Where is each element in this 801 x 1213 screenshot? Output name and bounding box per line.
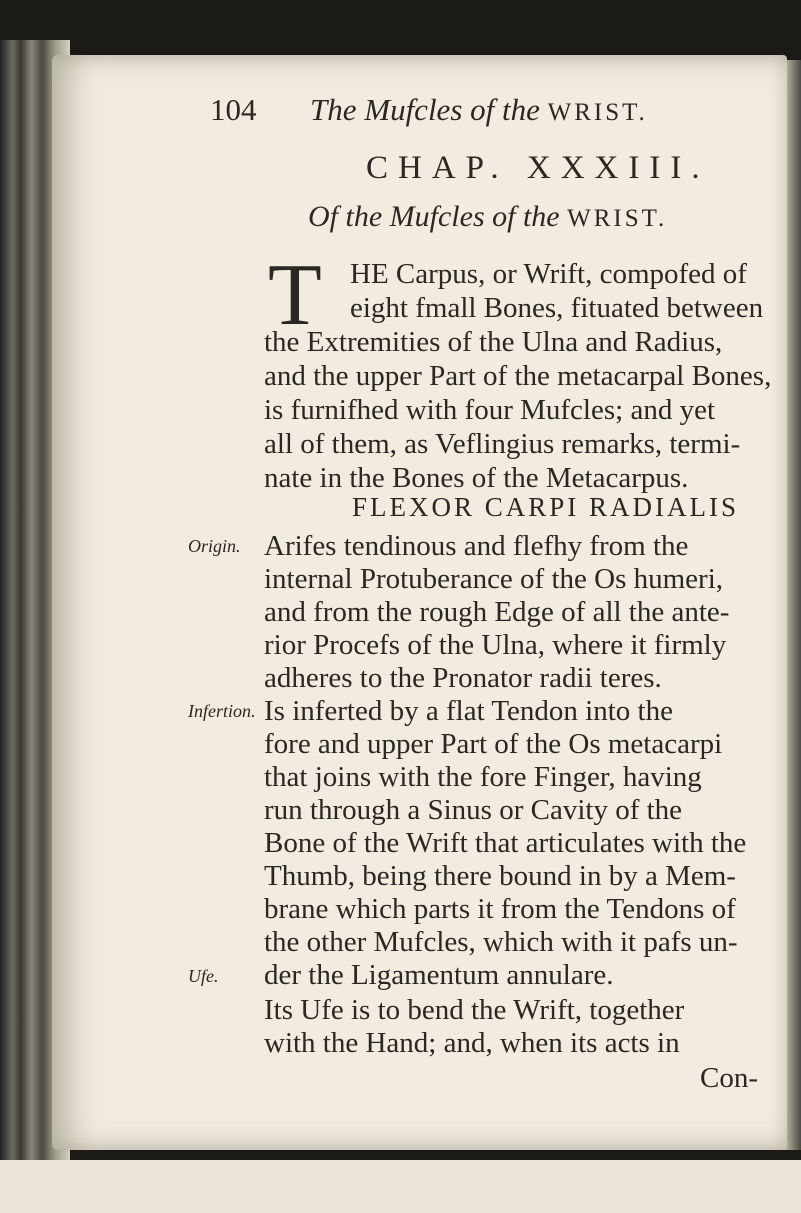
drop-cap: T: [268, 247, 322, 344]
catchword: Con-: [700, 1062, 758, 1094]
body-line: the other Mufcles, which with it pafs un-: [264, 926, 738, 958]
page-number: 104: [210, 92, 257, 127]
body-line: Is inferted by a flat Tendon into the: [264, 695, 673, 727]
chapter-heading: CHAP. XXXIII.: [366, 150, 710, 186]
body-line: that joins with the fore Finger, having: [264, 761, 702, 793]
chapter-title-caps: WRIST.: [567, 205, 668, 232]
running-head-caps: WRIST.: [547, 99, 648, 126]
intro-line: and the upper Part of the metacarpal Bones,: [264, 360, 772, 392]
body-line: internal Protuberance of the Os humeri,: [264, 563, 724, 595]
body-line: Bone of the Wrift that articulates with the: [264, 827, 747, 859]
body-line: der the Ligamentum annulare.: [264, 959, 614, 991]
chapter-title: [308, 200, 667, 234]
body-line: with the Hand; and, when its acts in: [264, 1027, 680, 1059]
muscle-title: FLEXOR CARPI RADIALIS: [352, 492, 740, 522]
margin-note-insertion: Infertion.: [188, 701, 256, 721]
body-line: rior Procefs of the Ulna, where it firmly: [264, 629, 727, 661]
margin-note-use: Ufe.: [188, 966, 219, 986]
body-line: brane which parts it from the Tendons of: [264, 893, 736, 925]
intro-line: the Extremities of the Ulna and Radius,: [264, 326, 723, 358]
body-line: Thumb, being there bound in by a Mem-: [264, 860, 736, 892]
page-bottom-edge: [0, 1160, 801, 1213]
chapter-title-italic: Of the Mufcles of the: [308, 200, 560, 233]
body-line: Arifes tendinous and flefhy from the: [264, 530, 689, 562]
intro-line: nate in the Bones of the Metacarpus.: [264, 462, 689, 494]
margin-note-origin: Origin.: [188, 536, 241, 556]
running-head-italic: The Mufcles of the: [310, 92, 540, 127]
intro-line: all of them, as Veflingius remarks, termi-: [264, 428, 741, 460]
intro-line: is furnifhed with four Mufcles; and yet: [264, 394, 716, 426]
body-line: and from the rough Edge of all the ante-: [264, 596, 730, 628]
body-line: adheres to the Pronator radii teres.: [264, 662, 662, 694]
intro-line: HE Carpus, or Wrift, compofed of: [350, 258, 747, 290]
body-line: fore and upper Part of the Os metacarpi: [264, 728, 723, 760]
intro-line: eight fmall Bones, fituated between: [350, 292, 764, 324]
body-line: Its Ufe is to bend the Wrift, together: [264, 994, 685, 1026]
body-line: run through a Sinus or Cavity of the: [264, 794, 683, 826]
running-head: [310, 92, 648, 128]
